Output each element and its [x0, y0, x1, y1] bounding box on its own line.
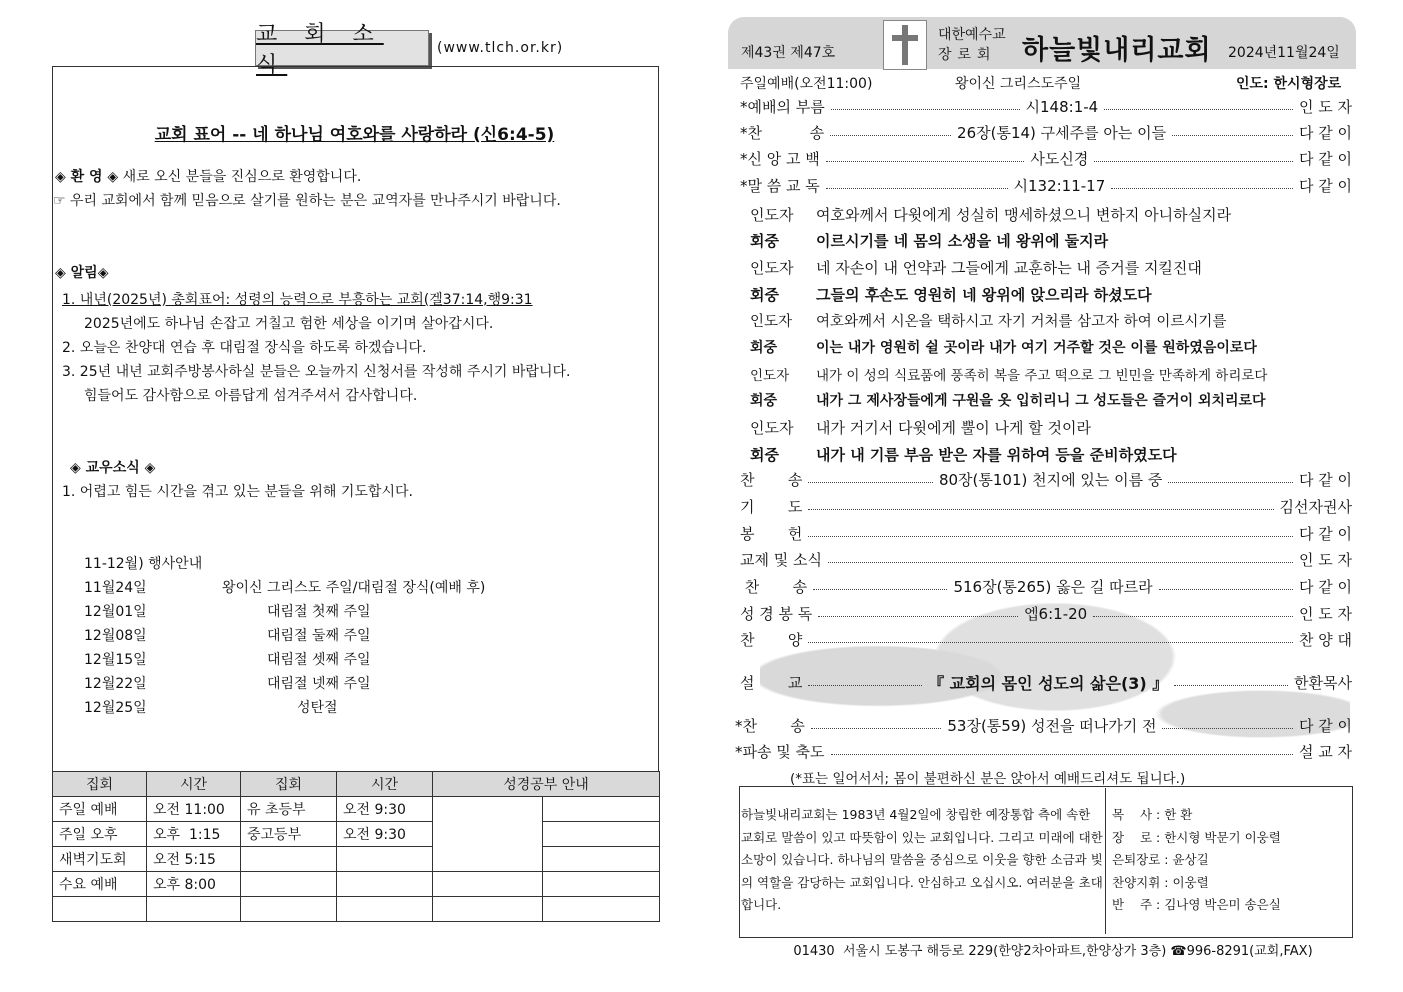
reader-role: 인도자: [750, 419, 794, 437]
member-news-heading: ◈ 교우소식 ◈: [70, 460, 156, 476]
order-who: 인 도 자: [1299, 97, 1353, 116]
sermon-item: [740, 672, 1352, 692]
leader-dots: [1162, 728, 1293, 729]
table-row: [53, 797, 660, 822]
website-url: (www.tlch.or.kr): [437, 40, 564, 56]
event-date: 12월01일: [84, 604, 147, 620]
leader-dots: [1174, 685, 1288, 686]
notice-item-3: 3. 25년 내년 교회주방봉사하실 분들은 오늘까지 신청서를 작성해 주시기 바랍니다.: [62, 364, 571, 380]
table-row: [53, 847, 660, 872]
staff-line: 반 주 : 김나영 박은미 송은실: [1112, 897, 1281, 912]
leader-dots: [826, 161, 1025, 162]
welcome-line: [55, 166, 361, 186]
leader-dots: [808, 685, 922, 686]
table-cell: 중고등부: [241, 822, 337, 847]
order-label: 성 경 봉 독: [740, 604, 813, 623]
order-label: *예배의 부름: [740, 97, 825, 116]
reader-role: 회중: [750, 340, 778, 356]
service-schedule-table: [52, 771, 660, 922]
table-cell: [433, 797, 543, 872]
notice-item-2: 2. 오늘은 찬양대 연습 후 대림절 장식을 하도록 하겠습니다.: [62, 340, 427, 356]
reading-text: 내가 그 제사장들에게 구원을 옷 입히리니 그 성도들은 즐거이 외치리로다: [816, 393, 1266, 409]
event-date: 12월08일: [84, 628, 147, 644]
table-cell: [543, 872, 660, 897]
reader-role: 회중: [750, 393, 778, 409]
news-title: 교 회 소 식: [255, 30, 429, 66]
order-item: [740, 148, 1352, 168]
order-label: 찬 양: [740, 630, 803, 649]
notice-heading: ◈ 알림◈: [55, 265, 109, 281]
volume-number: 제43권 제47호: [741, 45, 836, 61]
table-cell: [543, 847, 660, 872]
table-header: 집회: [53, 772, 147, 797]
event-date: 12월25일: [84, 700, 147, 716]
staff-line: 목 사 : 한 환: [1112, 807, 1193, 822]
order-item: [740, 96, 1352, 116]
table-header-row: [53, 772, 660, 797]
responsive-line: [750, 444, 1177, 465]
order-label: 기 도: [740, 497, 803, 516]
responsive-line: [750, 364, 1267, 384]
order-who: 다 같 이: [1299, 176, 1353, 195]
leader-dots: [1094, 161, 1293, 162]
responsive-line: [750, 390, 1266, 410]
order-who: 설 교 자: [1298, 742, 1352, 761]
service-time: 주일예배(오전11:00): [740, 76, 873, 92]
reading-text: 내가 거기서 다윗에게 뿔이 나게 할 것이라: [816, 419, 1091, 437]
staff-line: 은퇴장로 : 윤상길: [1112, 852, 1209, 867]
reading-text: 이르시기를 네 몸의 소생을 네 왕위에 둘지라: [816, 232, 1109, 250]
order-who: 다 같 이: [1298, 716, 1352, 735]
order-label: 찬 송: [740, 577, 808, 596]
service-theme: 왕이신 그리스도주일: [955, 76, 1082, 92]
order-content: 53장(통59) 성전을 떠나가기 전: [947, 716, 1157, 735]
order-item: [735, 715, 1352, 735]
standing-note: (*표는 일어서서; 몸이 불편하신 분은 앉아서 예배드리셔도 됩니다.): [790, 771, 1186, 787]
responsive-line: [750, 257, 1202, 278]
order-item: [740, 175, 1352, 195]
reader-role: 인도자: [750, 368, 790, 384]
table-cell: [53, 897, 147, 922]
table-cell: 유 초등부: [241, 797, 337, 822]
reader-role: 회중: [750, 286, 779, 304]
denomination-line1: 대한예수교: [938, 27, 1006, 43]
reading-text: 여호와께서 시온을 택하시고 자기 거처를 삼고자 하여 이르시기를: [816, 314, 1227, 330]
event-desc: 왕이신 그리스도 주일/대림절 장식(예배 후): [222, 580, 486, 596]
reader-role: 인도자: [750, 259, 794, 277]
order-item: [740, 629, 1352, 649]
event-desc: 성탄절: [297, 700, 338, 716]
leader-dots: [1093, 616, 1293, 617]
leader-dots: [826, 188, 1008, 189]
order-content: 516장(통265) 옳은 길 따르라: [953, 577, 1153, 596]
order-label: *신 앙 고 백: [740, 149, 820, 168]
order-content: 엡6:1-20: [1024, 604, 1088, 623]
leader-dots: [830, 135, 951, 136]
order-item: [735, 741, 1352, 761]
cross-logo-icon: [883, 20, 927, 70]
order-who: 한환목사: [1294, 673, 1352, 692]
church-address: 01430 서울시 도봉구 해등로 229(한양2차아파트,한양상가 3층) ☎996-8291(교회,FAX): [793, 944, 1313, 959]
info-divider: [1105, 788, 1106, 934]
table-cell: 수요 예배: [53, 872, 147, 897]
table-header: 성경공부 안내: [433, 772, 660, 797]
order-label: 교제 및 소식: [740, 550, 822, 569]
table-cell: 오전 9:30: [337, 797, 433, 822]
reading-text: 네 자손이 내 언약과 그들에게 교훈하는 내 증거를 지킬진대: [816, 259, 1202, 277]
sermon-title: 『 교회의 몸인 성도의 삶은(3) 』: [928, 673, 1169, 693]
events-heading: 11-12월) 행사안내: [84, 556, 203, 572]
order-who: 다 같 이: [1298, 470, 1352, 489]
table-cell: [433, 872, 543, 897]
order-label: *말 씀 교 독: [740, 176, 820, 195]
table-cell: 오후 1:15: [147, 822, 241, 847]
church-name: 하늘빛내리교회: [1022, 35, 1212, 66]
table-cell: 주일 예배: [53, 797, 147, 822]
event-date: 12월22일: [84, 676, 147, 692]
table-cell: [337, 847, 433, 872]
responsive-line: [750, 310, 1226, 331]
notice-item-3b: 힘들어도 감사함으로 아름답게 섬겨주셔서 감사합니다.: [84, 388, 418, 404]
table-header: 시간: [147, 772, 241, 797]
notice-item-1b: 2025년에도 하나님 손잡고 거칠고 험한 세상을 이기며 살아갑시다.: [84, 316, 494, 332]
order-item: [740, 469, 1352, 489]
welcome-note: ☞ 우리 교회에서 함께 믿음으로 살기를 원하는 분은 교역자를 만나주시기 바랍니다.: [53, 193, 561, 209]
table-row: [53, 872, 660, 897]
responsive-line: [750, 337, 1257, 357]
table-cell: [543, 897, 660, 922]
responsive-line: [750, 204, 1231, 225]
table-cell: 오전 11:00: [147, 797, 241, 822]
leader-dots: [1159, 589, 1293, 590]
order-label: 봉 헌: [740, 524, 803, 543]
staff-line: 찬양지휘 : 이웅렬: [1112, 874, 1209, 890]
table-cell: [147, 897, 241, 922]
order-item: [740, 496, 1352, 516]
leader-dots: [808, 642, 1293, 643]
event-desc: 대림절 넷째 주일: [267, 676, 371, 692]
order-who: 김선자권사: [1279, 497, 1352, 516]
order-who: 다 같 이: [1298, 123, 1352, 142]
order-who: 다 같 이: [1298, 577, 1352, 596]
staff-line: 장 로 : 한시형 박문기 이웅렬: [1112, 829, 1281, 845]
reader-role: 회중: [750, 232, 779, 250]
church-motto: 교회 표어 -- 네 하나님 여호와를 사랑하라 (신6:4-5): [154, 125, 555, 145]
order-who: 찬 양 대: [1298, 630, 1352, 649]
leader-dots: [813, 589, 947, 590]
reading-text: 이는 내가 영원히 쉴 곳이라 내가 여기 거주할 것은 이를 원하였음이로다: [816, 340, 1257, 356]
order-item: [740, 549, 1352, 569]
event-desc: 대림절 셋째 주일: [267, 652, 371, 668]
table-cell: 오전 9:30: [337, 822, 433, 847]
reader-role: 인도자: [750, 314, 793, 330]
welcome-text: 새로 오신 분들을 진심으로 환영합니다.: [118, 169, 362, 185]
order-content: 80장(통101) 천지에 있는 이름 중: [938, 470, 1163, 489]
service-leader: 인도: 한시형장로: [1236, 76, 1342, 92]
table-header: 시간: [337, 772, 433, 797]
notice-item-1: 1. 내년(2025년) 총회표어: 성령의 능력으로 부흥하는 교회(겔37:14,행9:31: [62, 292, 533, 308]
leader-dots: [831, 109, 1020, 110]
order-who: 다 같 이: [1298, 524, 1352, 543]
order-item: [740, 576, 1352, 596]
table-cell: [241, 872, 337, 897]
order-content: 26장(통14) 구세주를 아는 이들: [957, 123, 1167, 142]
leader-dots: [808, 482, 933, 483]
order-label: *찬 송: [735, 716, 805, 735]
leader-dots: [1172, 135, 1293, 136]
welcome-heading: ◈ 환 영 ◈: [55, 169, 119, 185]
reader-role: 회중: [750, 446, 779, 464]
bulletin-date: 2024년11월24일: [1228, 45, 1340, 61]
event-desc: 대림절 둘째 주일: [267, 628, 371, 644]
order-item: [740, 122, 1352, 142]
table-row: [53, 897, 660, 922]
order-who: 인 도 자: [1298, 550, 1352, 569]
responsive-line: [750, 284, 1152, 305]
responsive-line: [750, 230, 1108, 251]
table-cell: [337, 897, 433, 922]
table-cell: 새벽기도회: [53, 847, 147, 872]
reading-text: 내가 이 성의 식료품에 풍족히 복을 주고 떡으로 그 빈민을 만족하게 하리로다: [816, 368, 1268, 384]
table-cell: 주일 오후: [53, 822, 147, 847]
event-desc: 대림절 첫째 주일: [267, 604, 371, 620]
table-cell: [337, 872, 433, 897]
leader-dots: [828, 562, 1293, 563]
table-cell: 오전 5:15: [147, 847, 241, 872]
leader-dots: [808, 509, 1273, 510]
table-cell: [543, 797, 660, 822]
reading-text: 그들의 후손도 영원히 네 왕위에 앉으리라 하셨도다: [816, 286, 1152, 304]
order-who: 다 같 이: [1298, 149, 1352, 168]
responsive-line: [750, 417, 1091, 438]
leader-dots: [831, 754, 1293, 755]
order-content: 시132:11-17: [1013, 176, 1106, 195]
denomination-line2: 장로회: [938, 47, 997, 63]
table-cell: [433, 897, 543, 922]
order-item: [740, 603, 1352, 623]
order-content: 시148:1-4: [1025, 97, 1099, 116]
member-news-item: 1. 어렵고 힘든 시간을 겪고 있는 분들을 위해 기도합시다.: [62, 484, 413, 500]
event-date: 12월15일: [84, 652, 147, 668]
order-who: 인 도 자: [1299, 604, 1353, 623]
order-label: 찬 송: [740, 470, 803, 489]
table-cell: [241, 897, 337, 922]
reading-text: 여호와께서 다윗에게 성실히 맹세하셨으니 변하지 아니하실지라: [816, 206, 1232, 224]
leader-dots: [811, 728, 942, 729]
reader-role: 인도자: [750, 206, 794, 224]
order-label: *찬 송: [740, 123, 825, 142]
table-cell: [241, 847, 337, 872]
order-label: 설 교: [740, 673, 803, 692]
event-date: 11월24일: [84, 580, 147, 596]
leader-dots: [1104, 109, 1293, 110]
reading-text: 내가 내 기름 부음 받은 자를 위하여 등을 준비하였도다: [816, 446, 1177, 464]
church-introduction: 하늘빛내리교회는 1983년 4월2일에 창립한 예장통합 측에 속한 교회로 말씀이 있고 따뜻함이 있는 교회입니다. 그리고 미래에 대한 소망이 있습니다. 하나님의 말씀을 중심으로 이웃을 향한 소금과 빛의 역할을 감당하는 교회입니다. 안심하고 오십시오. 여러분을 초대합니다.: [741, 807, 1103, 912]
staff-list: [1112, 804, 1281, 917]
leader-dots: [808, 536, 1293, 537]
table-header: 집회: [241, 772, 337, 797]
table-cell: 오후 8:00: [147, 872, 241, 897]
table-row: [53, 822, 660, 847]
order-item: [740, 523, 1352, 543]
table-cell: [543, 822, 660, 847]
order-label: *파송 및 축도: [735, 742, 825, 761]
leader-dots: [818, 616, 1018, 617]
order-content: 사도신경: [1030, 149, 1089, 168]
leader-dots: [1111, 188, 1293, 189]
leader-dots: [1168, 482, 1293, 483]
